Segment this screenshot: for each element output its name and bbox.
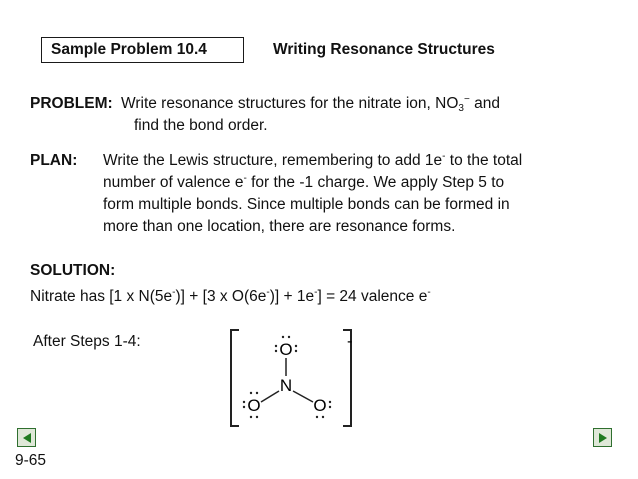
ion-charge: - [347, 333, 353, 350]
atom-o-right: O [313, 396, 327, 415]
plan-line-4: more than one location, there are resonance forms. [103, 218, 456, 235]
triangle-left-icon [21, 432, 33, 444]
problem-label: PROBLEM: [30, 95, 113, 112]
previous-slide-button[interactable] [17, 428, 36, 447]
atom-o-top: O [279, 340, 293, 359]
problem-line-2: find the bond order. [134, 117, 268, 134]
sample-problem-label: Sample Problem 10.4 [51, 41, 207, 58]
bond-n-o-left [261, 391, 279, 402]
page-title: Writing Resonance Structures [273, 41, 495, 58]
problem-line-1: Write resonance structures for the nitrate ion, $NO_3^-$ and [120, 94, 500, 114]
triangle-right-icon [597, 432, 609, 444]
atom-n: N [279, 376, 293, 395]
next-slide-button[interactable] [593, 428, 612, 447]
sample-problem-box [41, 37, 244, 63]
plan-line-1: Write the Lewis structure, remembering to add 1e- to the total [103, 151, 523, 169]
atom-o-left: O [247, 396, 261, 415]
nitrate-electron-count: Nitrate has [1 x N(5e-)] + [3 x O(6e-)] + 1e-] = 24 valence e- [30, 287, 431, 305]
plan-line-3: form multiple bonds. Since multiple bonds can be formed in [103, 196, 510, 213]
plan-line-2: number of valence e- for the -1 charge. We apply Step 5 to [103, 173, 505, 191]
solution-label: SOLUTION: [30, 262, 116, 279]
nitrate-lewis-structure [228, 328, 378, 430]
after-steps-label: After Steps 1-4: [33, 333, 141, 350]
left-bracket [231, 330, 239, 426]
plan-text [103, 150, 522, 238]
plan-label: PLAN: [30, 152, 78, 169]
slide-number: 9-65 [15, 452, 47, 469]
bond-n-o-right [293, 391, 313, 402]
problem-section [30, 93, 500, 137]
